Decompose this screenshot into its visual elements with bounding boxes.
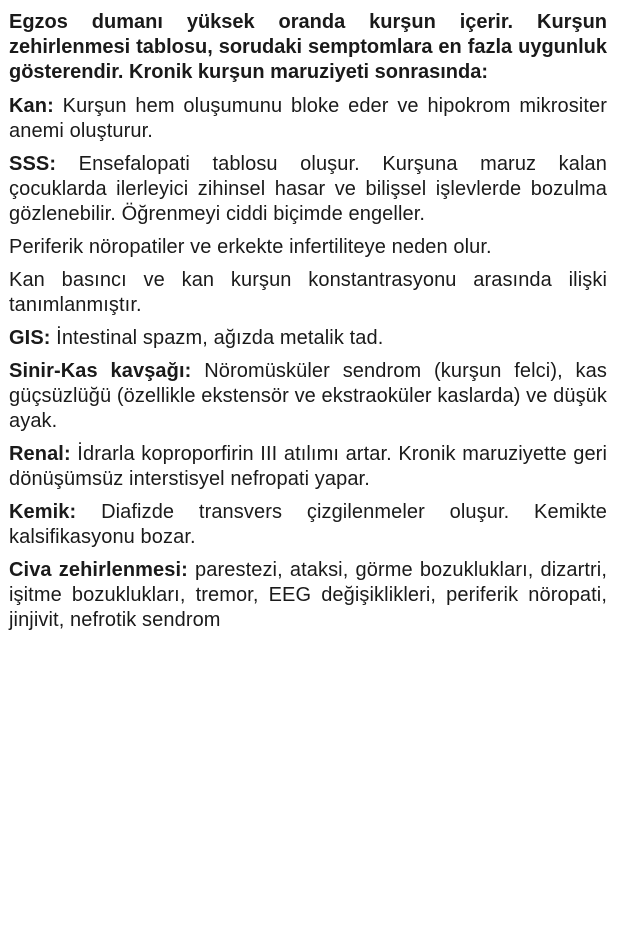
- section-text: Diafizde transvers çizgilenmeler oluşur. Kemikte kalsifikasyonu bozar.: [9, 501, 607, 548]
- section-text: Kurşun hem oluşumunu bloke eder ve hipokrom mikrositer anemi oluşturur.: [9, 95, 607, 142]
- section-neuropathy: [9, 235, 607, 260]
- section-label: Renal:: [9, 443, 71, 465]
- section-gis: [9, 326, 607, 351]
- section-text: İntestinal spazm, ağızda metalik tad.: [50, 327, 384, 349]
- section-label: Civa zehirlenmesi:: [9, 559, 188, 581]
- section-kemik: [9, 500, 607, 550]
- section-text: parestezi, ataksi, görme bozuklukları, dizartri, işitme bozuklukları, tremor, EEG değişiklikleri, periferik nöropati, jinjivit, nefrotik sendrom: [9, 559, 607, 631]
- section-sss: [9, 152, 607, 227]
- section-civa: [9, 558, 607, 633]
- section-text: Kan basıncı ve kan kurşun konstantrasyonu arasında ilişki tanımlanmıştır.: [9, 269, 607, 316]
- section-text: Nöromüsküler sendrom (kurşun felci), kas güçsüzlüğü (özellikle ekstensör ve ekstraoküler kaslarda) ve düşük ayak.: [9, 360, 607, 432]
- intro-paragraph: Egzos dumanı yüksek oranda kurşun içerir. Kurşun zehirlenmesi tablosu, sorudaki semptomlara en fazla uygunluk gösterendir. Kronik kurşun maruziyeti sonrasında:: [9, 11, 607, 83]
- section-text: İdrarla koproporfirin III atılımı artar. Kronik maruziyette geri dönüşümsüz interstisyel nefropati yapar.: [9, 443, 607, 490]
- section-blood-pressure: [9, 268, 607, 318]
- section-sinir-kas: [9, 359, 607, 434]
- section-label: Kan:: [9, 95, 54, 117]
- section-text: Ensefalopati tablosu oluşur. Kurşuna maruz kalan çocuklarda ilerleyici zihinsel hasar ve bilişsel işlevlerde bozulma gözlenebilir. Öğrenmeyi ciddi biçimde engeller.: [9, 153, 607, 225]
- document-page: [9, 10, 607, 641]
- section-renal: [9, 442, 607, 492]
- section-kan: [9, 94, 607, 144]
- section-label: Kemik:: [9, 501, 77, 523]
- section-text: Periferik nöropatiler ve erkekte infertiliteye neden olur.: [9, 236, 492, 258]
- section-label: Sinir-Kas kavşağı:: [9, 360, 192, 382]
- section-label: SSS:: [9, 153, 57, 175]
- section-label: GIS:: [9, 327, 51, 349]
